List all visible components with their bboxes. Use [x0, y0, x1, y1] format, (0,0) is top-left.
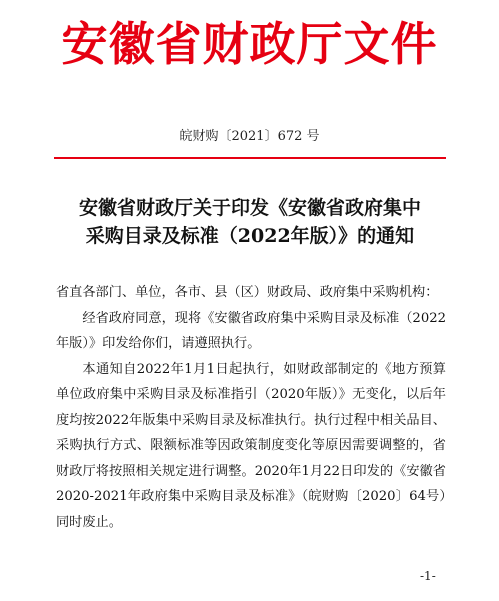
document-title: [60, 194, 440, 250]
document-title-line-2: 采购目录及标准（2022年版）》的通知: [85, 225, 415, 247]
red-separator-line: [54, 157, 446, 159]
document-number: 皖财购〔2021〕672 号: [179, 129, 320, 144]
paragraph-1: 经省政府同意，现将《安徽省政府集中采购目录及标准（2022年版）》印发给你们，请遵照执行。: [56, 310, 446, 351]
document-masthead: 安徽省财政厅文件: [61, 17, 438, 71]
document-body: [56, 280, 446, 535]
page-number: -1-: [420, 569, 436, 583]
document-title-line-1: 安徽省财政厅关于印发《安徽省政府集中: [78, 197, 421, 219]
salutation: 省直各部门、单位，各市、县（区）财政局、政府集中采购机构：: [56, 285, 439, 300]
paragraph-2: 本通知自2022年1月1日起执行，如财政部制定的《地方预算单位政府集中采购目录及标准指引（2020年版）》无变化，以后年度均按2022年版集中采购目录及标准执行。执行过程中相关品目、采购执行方式、限额标准等因政策制度变化等原因需要调整的，省财政厅将按照相关规定进行调整。2020年1月22日印发的《安徽省2020-2021年政府集中采购目录及标准》（皖财购〔2020〕64号）同时废止。: [56, 361, 446, 530]
